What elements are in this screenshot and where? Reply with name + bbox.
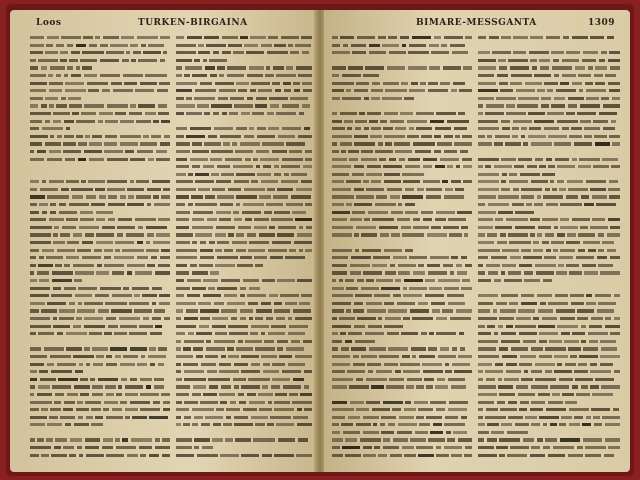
- print-line: [176, 391, 312, 399]
- print-line: [176, 330, 312, 338]
- print-line: [176, 414, 312, 422]
- print-line: [478, 102, 620, 110]
- print-line: [478, 80, 620, 88]
- print-line: [176, 224, 312, 232]
- print-line: [176, 247, 312, 255]
- print-line: [30, 201, 170, 209]
- print-line: [478, 285, 620, 293]
- print-line: [332, 216, 472, 224]
- print-line: [176, 49, 312, 57]
- print-line: [30, 330, 170, 338]
- print-line: [332, 125, 472, 133]
- print-line: [332, 239, 472, 247]
- print-line: [30, 323, 170, 331]
- left-running-head: TURKEN-BIRGAINA: [138, 18, 248, 28]
- print-line: [30, 315, 170, 323]
- print-line: [332, 406, 472, 414]
- print-line: [478, 224, 620, 232]
- print-line: [332, 429, 472, 437]
- print-line: [478, 315, 620, 323]
- print-line: [30, 307, 170, 315]
- print-line: [478, 330, 620, 338]
- print-line: [478, 254, 620, 262]
- print-line: [478, 42, 620, 50]
- print-line: [30, 148, 170, 156]
- print-line: [30, 193, 170, 201]
- print-line: [176, 338, 312, 346]
- print-line: [478, 300, 620, 308]
- print-line: [176, 163, 312, 171]
- print-line: [332, 42, 472, 50]
- print-line: [176, 216, 312, 224]
- print-line: [176, 444, 312, 452]
- print-line: [332, 436, 472, 444]
- print-line: [176, 118, 312, 126]
- print-line: [176, 368, 312, 376]
- print-line: [478, 57, 620, 65]
- print-line: [332, 178, 472, 186]
- right-column-2: [478, 34, 620, 464]
- print-line: [176, 254, 312, 262]
- print-line: [30, 338, 170, 346]
- print-line: [332, 262, 472, 270]
- print-line: [30, 95, 170, 103]
- print-line: [332, 323, 472, 331]
- print-line: [478, 292, 620, 300]
- print-line: [332, 300, 472, 308]
- print-line: [176, 140, 312, 148]
- print-line: [332, 345, 472, 353]
- print-line: [478, 87, 620, 95]
- print-line: [478, 171, 620, 179]
- print-line: [478, 156, 620, 164]
- print-line: [30, 34, 170, 42]
- print-line: [332, 72, 472, 80]
- print-line: [478, 338, 620, 346]
- print-line: [332, 133, 472, 141]
- print-line: [332, 201, 472, 209]
- print-line: [176, 436, 312, 444]
- print-line: [332, 368, 472, 376]
- print-line: [332, 254, 472, 262]
- print-line: [332, 231, 472, 239]
- print-line: [332, 140, 472, 148]
- print-line: [332, 444, 472, 452]
- print-line: [176, 383, 312, 391]
- print-line: [478, 323, 620, 331]
- print-line: [332, 330, 472, 338]
- print-line: [478, 49, 620, 57]
- print-line: [332, 269, 472, 277]
- print-line: [332, 277, 472, 285]
- print-line: [332, 110, 472, 118]
- print-line: [176, 323, 312, 331]
- print-line: [30, 383, 170, 391]
- print-line: [332, 452, 472, 460]
- print-line: [30, 429, 170, 437]
- print-line: [30, 110, 170, 118]
- print-line: [332, 353, 472, 361]
- print-line: [332, 148, 472, 156]
- print-line: [176, 148, 312, 156]
- print-line: [176, 429, 312, 437]
- print-line: [478, 95, 620, 103]
- open-book: [6, 4, 634, 476]
- print-line: [30, 163, 170, 171]
- print-line: [478, 414, 620, 422]
- print-line: [332, 361, 472, 369]
- print-line: [176, 42, 312, 50]
- print-line: [332, 163, 472, 171]
- print-line: [176, 300, 312, 308]
- print-line: [332, 34, 472, 42]
- print-line: [176, 102, 312, 110]
- print-line: [478, 368, 620, 376]
- print-line: [332, 171, 472, 179]
- print-line: [30, 368, 170, 376]
- print-line: [30, 186, 170, 194]
- print-line: [332, 247, 472, 255]
- print-line: [478, 118, 620, 126]
- print-line: [332, 186, 472, 194]
- print-line: [30, 178, 170, 186]
- print-line: [478, 247, 620, 255]
- print-line: [332, 118, 472, 126]
- print-line: [332, 102, 472, 110]
- print-line: [30, 72, 170, 80]
- print-line: [478, 110, 620, 118]
- print-line: [30, 216, 170, 224]
- print-line: [478, 64, 620, 72]
- print-line: [30, 80, 170, 88]
- right-page-number: 1309: [588, 18, 616, 28]
- print-line: [176, 178, 312, 186]
- print-line: [30, 133, 170, 141]
- print-line: [176, 186, 312, 194]
- print-line: [30, 42, 170, 50]
- print-line: [30, 436, 170, 444]
- print-line: [478, 133, 620, 141]
- print-line: [478, 125, 620, 133]
- print-line: [30, 87, 170, 95]
- print-line: [30, 156, 170, 164]
- print-line: [176, 399, 312, 407]
- print-line: [332, 399, 472, 407]
- print-line: [176, 345, 312, 353]
- print-line: [30, 361, 170, 369]
- print-line: [176, 171, 312, 179]
- print-line: [478, 201, 620, 209]
- print-line: [176, 64, 312, 72]
- print-line: [478, 72, 620, 80]
- print-line: [30, 224, 170, 232]
- left-column-1: [30, 34, 170, 464]
- print-line: [478, 186, 620, 194]
- print-line: [30, 125, 170, 133]
- print-line: [176, 376, 312, 384]
- print-line: [30, 292, 170, 300]
- print-line: [30, 300, 170, 308]
- print-line: [30, 353, 170, 361]
- print-line: [30, 391, 170, 399]
- print-line: [478, 178, 620, 186]
- print-line: [176, 262, 312, 270]
- print-line: [332, 95, 472, 103]
- print-line: [30, 140, 170, 148]
- print-line: [176, 231, 312, 239]
- print-line: [30, 277, 170, 285]
- print-line: [30, 118, 170, 126]
- print-line: [30, 269, 170, 277]
- print-line: [332, 315, 472, 323]
- print-line: [332, 224, 472, 232]
- print-line: [30, 247, 170, 255]
- print-line: [478, 277, 620, 285]
- print-line: [478, 436, 620, 444]
- print-line: [478, 148, 620, 156]
- print-line: [176, 406, 312, 414]
- print-line: [30, 414, 170, 422]
- print-line: [332, 376, 472, 384]
- print-line: [176, 269, 312, 277]
- print-line: [478, 345, 620, 353]
- print-line: [176, 307, 312, 315]
- print-line: [176, 193, 312, 201]
- print-line: [478, 391, 620, 399]
- print-line: [176, 57, 312, 65]
- print-line: [30, 231, 170, 239]
- print-line: [176, 292, 312, 300]
- print-line: [478, 406, 620, 414]
- print-line: [478, 307, 620, 315]
- print-line: [478, 399, 620, 407]
- print-line: [176, 315, 312, 323]
- left-page: [10, 10, 316, 472]
- print-line: [332, 80, 472, 88]
- left-column-2: [176, 34, 312, 464]
- print-line: [478, 262, 620, 270]
- print-line: [332, 57, 472, 65]
- print-line: [332, 87, 472, 95]
- print-line: [332, 285, 472, 293]
- print-line: [176, 277, 312, 285]
- print-line: [176, 156, 312, 164]
- print-line: [478, 239, 620, 247]
- print-line: [30, 406, 170, 414]
- print-line: [332, 414, 472, 422]
- print-line: [176, 452, 312, 460]
- print-line: [332, 383, 472, 391]
- print-line: [478, 353, 620, 361]
- print-line: [332, 292, 472, 300]
- print-line: [478, 429, 620, 437]
- print-line: [30, 262, 170, 270]
- print-line: [30, 239, 170, 247]
- print-line: [478, 34, 620, 42]
- print-line: [176, 239, 312, 247]
- print-line: [30, 285, 170, 293]
- print-line: [176, 209, 312, 217]
- print-line: [478, 361, 620, 369]
- print-line: [30, 171, 170, 179]
- print-line: [332, 64, 472, 72]
- print-line: [176, 361, 312, 369]
- print-line: [30, 49, 170, 57]
- print-line: [332, 193, 472, 201]
- print-line: [176, 80, 312, 88]
- print-line: [176, 133, 312, 141]
- print-line: [478, 269, 620, 277]
- print-line: [176, 95, 312, 103]
- print-line: [176, 87, 312, 95]
- print-line: [332, 156, 472, 164]
- print-line: [30, 444, 170, 452]
- print-line: [478, 209, 620, 217]
- left-page-number: Loos: [36, 18, 62, 28]
- print-line: [30, 254, 170, 262]
- print-line: [478, 163, 620, 171]
- print-line: [332, 338, 472, 346]
- print-line: [176, 125, 312, 133]
- print-line: [478, 452, 620, 460]
- print-line: [478, 444, 620, 452]
- print-line: [176, 34, 312, 42]
- print-line: [176, 72, 312, 80]
- right-page: [324, 10, 630, 472]
- print-line: [176, 421, 312, 429]
- print-line: [30, 57, 170, 65]
- print-line: [478, 231, 620, 239]
- print-line: [478, 421, 620, 429]
- print-line: [176, 201, 312, 209]
- print-line: [478, 193, 620, 201]
- print-line: [332, 209, 472, 217]
- print-line: [30, 345, 170, 353]
- print-line: [176, 110, 312, 118]
- print-line: [478, 140, 620, 148]
- print-line: [30, 452, 170, 460]
- print-line: [30, 399, 170, 407]
- print-line: [30, 376, 170, 384]
- right-column-1: [332, 34, 472, 464]
- print-line: [478, 216, 620, 224]
- print-line: [30, 102, 170, 110]
- print-line: [30, 421, 170, 429]
- print-line: [332, 391, 472, 399]
- print-line: [176, 285, 312, 293]
- print-line: [332, 421, 472, 429]
- print-line: [176, 353, 312, 361]
- print-line: [478, 376, 620, 384]
- print-line: [30, 209, 170, 217]
- print-line: [478, 383, 620, 391]
- right-running-head: BIMARE-MESSGANTA: [416, 18, 537, 28]
- print-line: [332, 49, 472, 57]
- print-line: [332, 307, 472, 315]
- print-line: [30, 64, 170, 72]
